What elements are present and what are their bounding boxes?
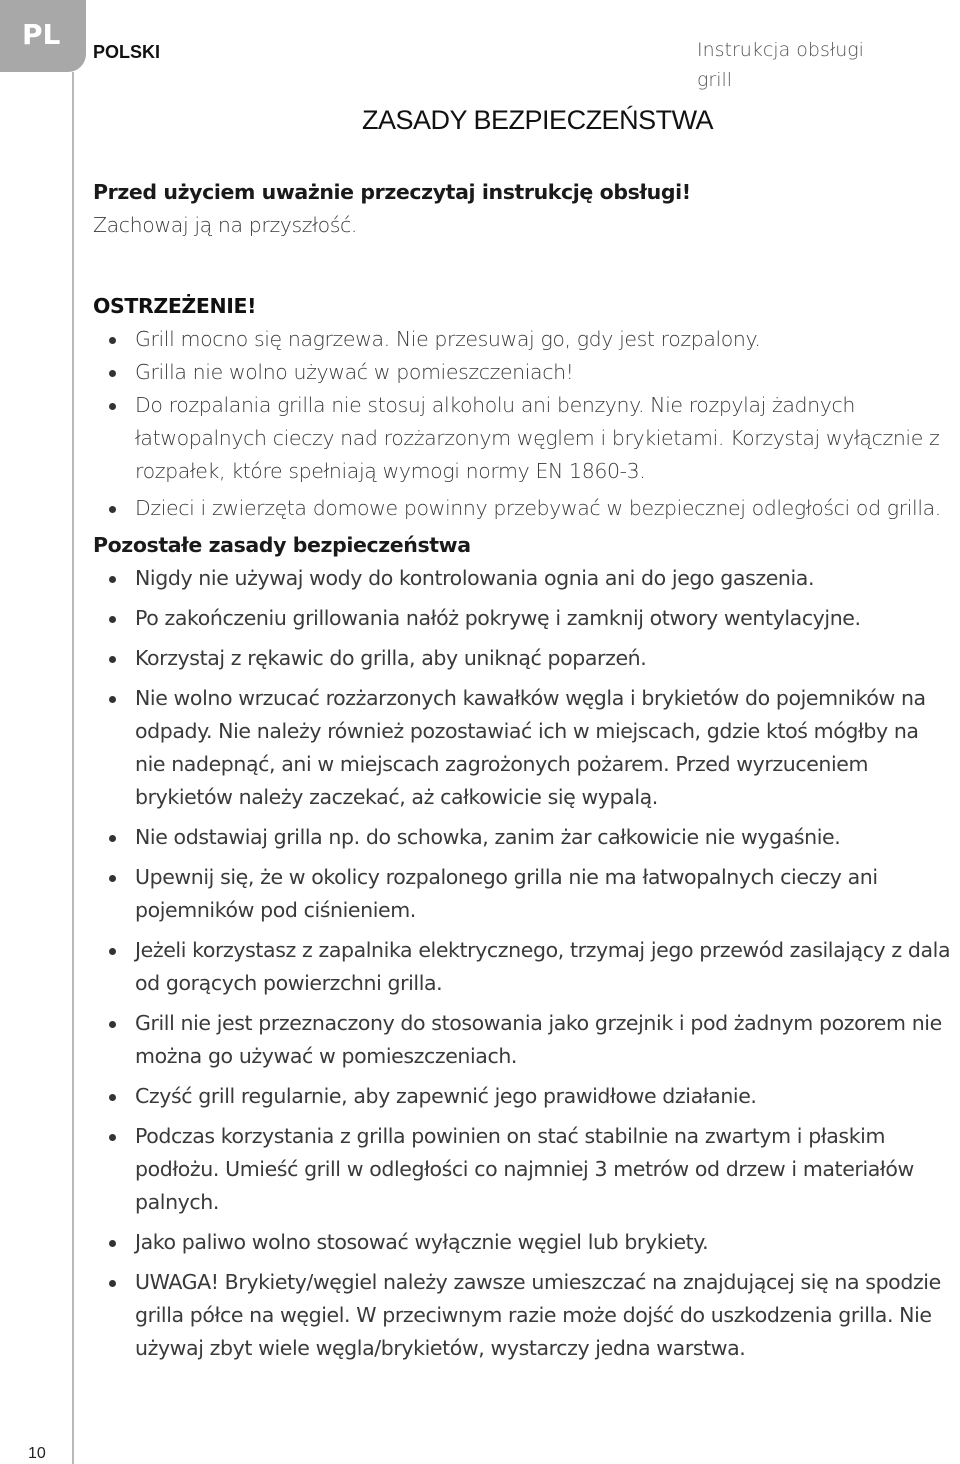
- list-item: Grill mocno się nagrzewa. Nie przesuwaj go, gdy jest rozpalony.: [93, 323, 953, 356]
- list-item: Nigdy nie używaj wody do kontrolowania ognia ani do jego gaszenia.: [93, 562, 953, 595]
- list-item: Jeżeli korzystasz z zapalnika elektrycznego, trzymaj jego przewód zasilający z dala od gorących powierzchni grilla.: [93, 934, 953, 1000]
- language-tab: [0, 0, 86, 72]
- intro-line: Zachowaj ją na przyszłość.: [93, 213, 358, 237]
- list-item: Podczas korzystania z grilla powinien on stać stabilnie na zwartym i płaskim podłożu. Umieść grill w odległości co najmniej 3 metrów od drzew i materiałów palnych.: [93, 1120, 953, 1219]
- document-meta: [697, 35, 864, 95]
- list-item: Jako paliwo wolno stosować wyłącznie węgiel lub brykiety.: [93, 1226, 953, 1259]
- list-item: Nie wolno wrzucać rozżarzonych kawałków węgla i brykietów do pojemników na odpady. Nie należy również pozostawiać ich w miejscach, gdzie ktoś mógłby na nie nadepnąć, ani w miejscach zagrożonych pożarem. Przed wyrzuceniem brykietów należy zaczekać, aż całkowicie się wypalą.: [93, 682, 953, 814]
- list-item: Do rozpalania grilla nie stosuj alkoholu ani benzyny. Nie rozpylaj żadnych łatwopalnych cieczy nad rozżarzonym węglem i brykietami. Korzystaj wyłącznie z rozpałek, które spełniają wymogi normy EN 1860-3.: [93, 389, 953, 488]
- page-title: ZASADY BEZPIECZEŃSTWA: [362, 105, 714, 135]
- list-item: Czyść grill regularnie, aby zapewnić jego prawidłowe działanie.: [93, 1080, 953, 1113]
- page-number: 10: [28, 1445, 46, 1462]
- rules-list: [93, 562, 953, 1365]
- document-title: Instrukcja obsługi: [697, 39, 864, 61]
- content: [93, 176, 953, 1372]
- warning-heading: OSTRZEŻENIE!: [93, 294, 257, 318]
- side-rule: [72, 72, 74, 1464]
- list-item: Grill nie jest przeznaczony do stosowania jako grzejnik i pod żadnym pozorem nie można go używać w pomieszczeniach.: [93, 1007, 953, 1073]
- list-item: Korzystaj z rękawic do grilla, aby uniknąć poparzeń.: [93, 642, 953, 675]
- section-heading: Pozostałe zasady bezpieczeństwa: [93, 533, 471, 557]
- list-item: UWAGA! Brykiety/węgiel należy zawsze umieszczać na znajdującej się na spodzie grilla półce na węgiel. W przeciwnym razie może dojść do uszkodzenia grilla. Nie używaj zbyt wiele węgla/brykietów, wystarczy jedna warstwa.: [93, 1266, 953, 1365]
- intro-bold-line: Przed użyciem uważnie przeczytaj instrukcję obsługi!: [93, 180, 691, 204]
- warning-list: [93, 323, 953, 525]
- list-item: Upewnij się, że w okolicy rozpalonego grilla nie ma łatwopalnych cieczy ani pojemników pod ciśnieniem.: [93, 861, 953, 927]
- list-item: Po zakończeniu grillowania nałóż pokrywę i zamknij otwory wentylacyjne.: [93, 602, 953, 635]
- document-subtitle: grill: [697, 69, 733, 91]
- list-item: Dzieci i zwierzęta domowe powinny przebywać w bezpiecznej odległości od grilla.: [93, 492, 953, 525]
- list-item: Grilla nie wolno używać w pomieszczeniach!: [93, 356, 953, 389]
- language-code: PL: [22, 18, 61, 51]
- language-name: POLSKI: [93, 42, 161, 62]
- list-item: Nie odstawiaj grilla np. do schowka, zanim żar całkowicie nie wygaśnie.: [93, 821, 953, 854]
